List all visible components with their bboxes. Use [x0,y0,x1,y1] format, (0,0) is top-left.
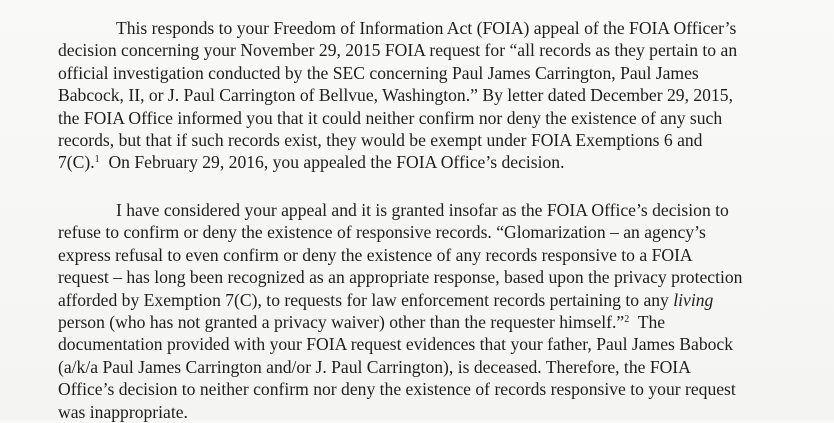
text-line: documentation provided with your FOIA request evidences that your father, Paul James Babock [58,334,734,355]
text-line: (a/k/a Paul James Carrington and/or J. Paul Carrington), is deceased. Therefore, the FOIA [58,356,691,377]
text-line: request – has long been recognized as an appropriate response, based upon the privacy protection [58,267,743,288]
text-line: the FOIA Office informed you that it could neither confirm nor deny the existence of any such [58,107,723,128]
text-line: official investigation conducted by the SEC concerning Paul James Carrington, Paul James [58,62,699,83]
paragraph-2 [58,199,798,423]
footnote-marker-1: 1 [94,154,100,166]
footnote-marker-2: 2 [624,313,630,325]
text-run: On February 29, 2016, you appealed the FOIA Office’s decision. [99,152,565,173]
text-line: decision concerning your November 29, 2015 FOIA request for “all records as they pertain to an [58,40,738,61]
text-run: afforded by Exemption 7(C), to requests for law enforcement records pertaining to any [58,289,674,310]
text-line [58,311,798,333]
text-line: was inappropriate. [58,401,188,422]
text-run: person (who has not granted a privacy waiver) other than the requester himself.” [58,311,625,332]
text-line [58,151,798,173]
text-line: refuse to confirm or deny the existence of responsive records. “Glomarization – an agency’s [58,222,706,243]
text-line: Office’s decision to neither confirm nor deny the existence of records responsive to your request [58,379,736,400]
text-line [58,289,798,311]
text-line: Babcock, II, or J. Paul Carrington of Bellvue, Washington.” By letter dated December 29, 2015, [58,85,733,106]
text-line: express refusal to even confirm or deny the existence of any records responsive to a FOIA [58,244,693,265]
text-line: This responds to your Freedom of Information Act (FOIA) appeal of the FOIA Officer’s [116,18,737,38]
paragraph-1 [58,17,798,174]
text-line: records, but that if such records exist, they would be exempt under FOIA Exemptions 6 and [58,129,703,150]
text-run: The [629,311,666,332]
italic-text: living [673,289,714,310]
text-run: 7(C). [58,152,95,173]
text-line: I have considered your appeal and it is granted insofar as the FOIA Office’s decision to [116,200,729,220]
